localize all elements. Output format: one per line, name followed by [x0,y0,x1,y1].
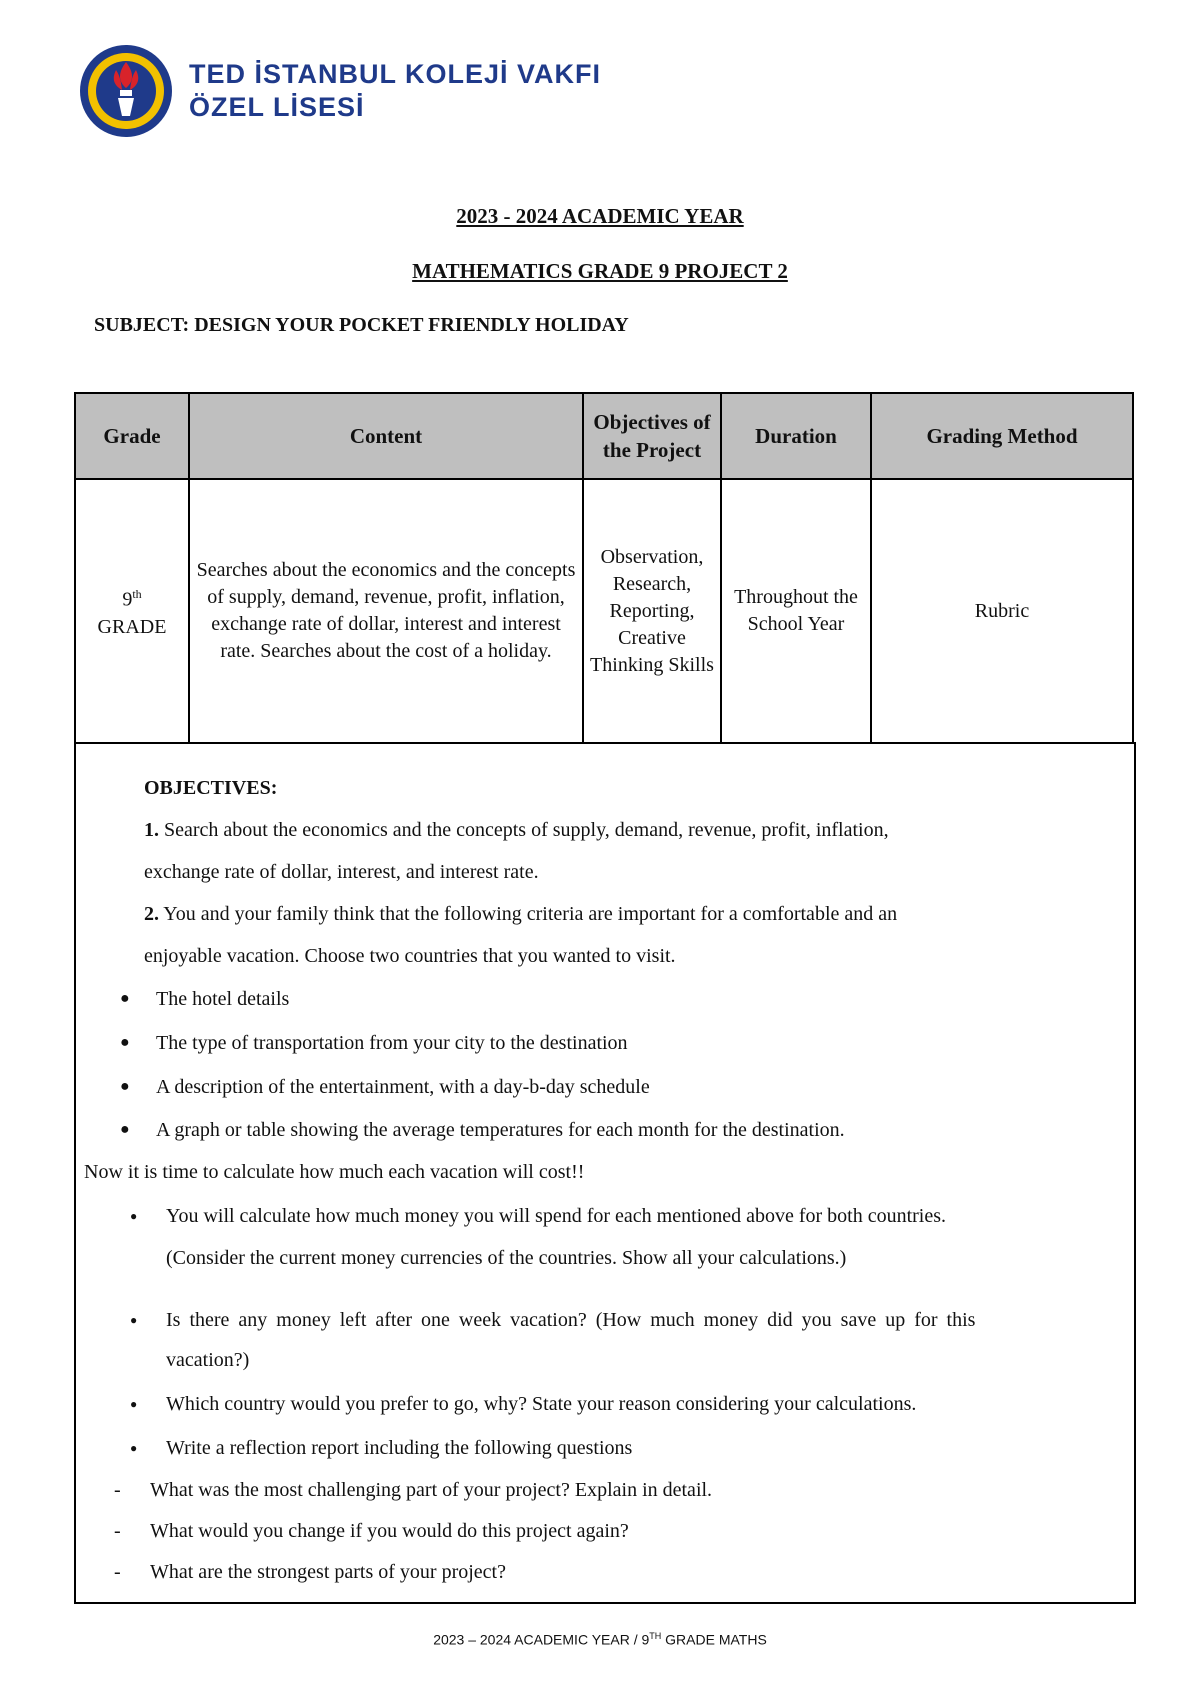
school-name [189,58,601,124]
table-row [75,479,1133,743]
footer-text-a: 2023 – 2024 ACADEMIC YEAR / 9 [433,1631,650,1648]
criteria-item: A description of the entertainment, with a day-b-day schedule [156,1076,650,1098]
calculation-item-4: Write a reflection report including the following questions [166,1437,633,1459]
calculation-intro: Now it is time to calculate how much each vacation will cost!! [84,1161,585,1183]
criteria-item: The hotel details [156,988,290,1010]
grade-cell [75,479,189,743]
dash-icon: - [114,1561,121,1583]
torch-emblem-icon [79,44,173,138]
header-duration: Duration [721,393,871,479]
objective-1-continuation: exchange rate of dollar, interest, and interest rate. [144,861,539,883]
grade-number: 9 [122,588,133,611]
school-logo [79,44,173,138]
objectives-cell: Observation, Research, Reporting, Creative Thinking Skills [583,479,721,743]
objectives-section [74,742,1136,1604]
calculation-item-1-continuation: (Consider the current money currencies of the countries. Show all your calculations.) [166,1247,847,1269]
header-grading-method: Grading Method [871,393,1133,479]
bullet-icon: ● [130,1313,138,1327]
calculation-item-2-continuation: vacation?) [166,1349,250,1371]
objective-item-1 [144,818,889,842]
objective-1-text: Search about the economics and the concepts of supply, demand, revenue, profit, inflation, [159,819,889,841]
dash-icon: - [114,1520,121,1542]
school-name-line1: TED İSTANBUL KOLEJİ VAKFI [189,59,602,89]
duration-cell: Throughout the School Year [721,479,871,743]
school-name-line2: ÖZEL LİSESİ [189,92,365,122]
table-header-row [75,393,1133,479]
grade-word: GRADE [97,615,167,638]
header-objectives: Objectives of the Project [583,393,721,479]
criteria-item: A graph or table showing the average temperatures for each month for the destination. [156,1119,845,1141]
page-footer [0,1631,1200,1648]
content-cell: Searches about the economics and the concepts of supply, demand, revenue, profit, inflation, exchange rate of dollar, interest and interest rate. Searches about the cost of a holiday. [189,479,583,743]
grading-method-cell: Rubric [871,479,1133,743]
reflection-question: What are the strongest parts of your project? [150,1561,506,1583]
objective-item-2 [144,902,897,926]
project-info-table [74,392,1134,744]
bullet-icon: ● [120,1121,130,1138]
academic-year-heading: 2023 - 2024 ACADEMIC YEAR [456,204,744,228]
reflection-question: What would you change if you would do this project again? [150,1520,629,1542]
calculation-item-2: Is there any money left after one week vacation? (How much money did you save up for this [166,1309,976,1331]
objective-2-text: You and your family think that the following criteria are important for a comfortable and an [159,903,898,925]
objectives-heading: OBJECTIVES: [144,777,278,799]
bullet-icon: ● [120,1078,130,1095]
criteria-item: The type of transportation from your city to the destination [156,1032,628,1054]
objective-2-continuation: enjoyable vacation. Choose two countries that you wanted to visit. [144,945,676,967]
objective-1-number: 1. [144,819,159,841]
bullet-icon: ● [130,1397,138,1411]
grade-suffix: th [132,587,142,602]
bullet-icon: ● [130,1441,138,1455]
reflection-question: What was the most challenging part of your project? Explain in detail. [150,1479,713,1501]
footer-text-b: GRADE MATHS [661,1631,767,1648]
project-heading: MATHEMATICS GRADE 9 PROJECT 2 [412,259,788,283]
header-grade: Grade [75,393,189,479]
footer-superscript: TH [649,1631,662,1641]
bullet-icon: ● [120,990,130,1007]
bullet-icon: ● [120,1034,130,1051]
calculation-item-1: You will calculate how much money you will spend for each mentioned above for both countries. [166,1205,947,1227]
calculation-item-3: Which country would you prefer to go, why? State your reason considering your calculations. [166,1393,917,1415]
header-content: Content [189,393,583,479]
subject-line: SUBJECT: DESIGN YOUR POCKET FRIENDLY HOLIDAY [94,314,629,336]
objective-2-number: 2. [144,903,159,925]
bullet-icon: ● [130,1209,138,1223]
dash-icon: - [114,1479,121,1501]
